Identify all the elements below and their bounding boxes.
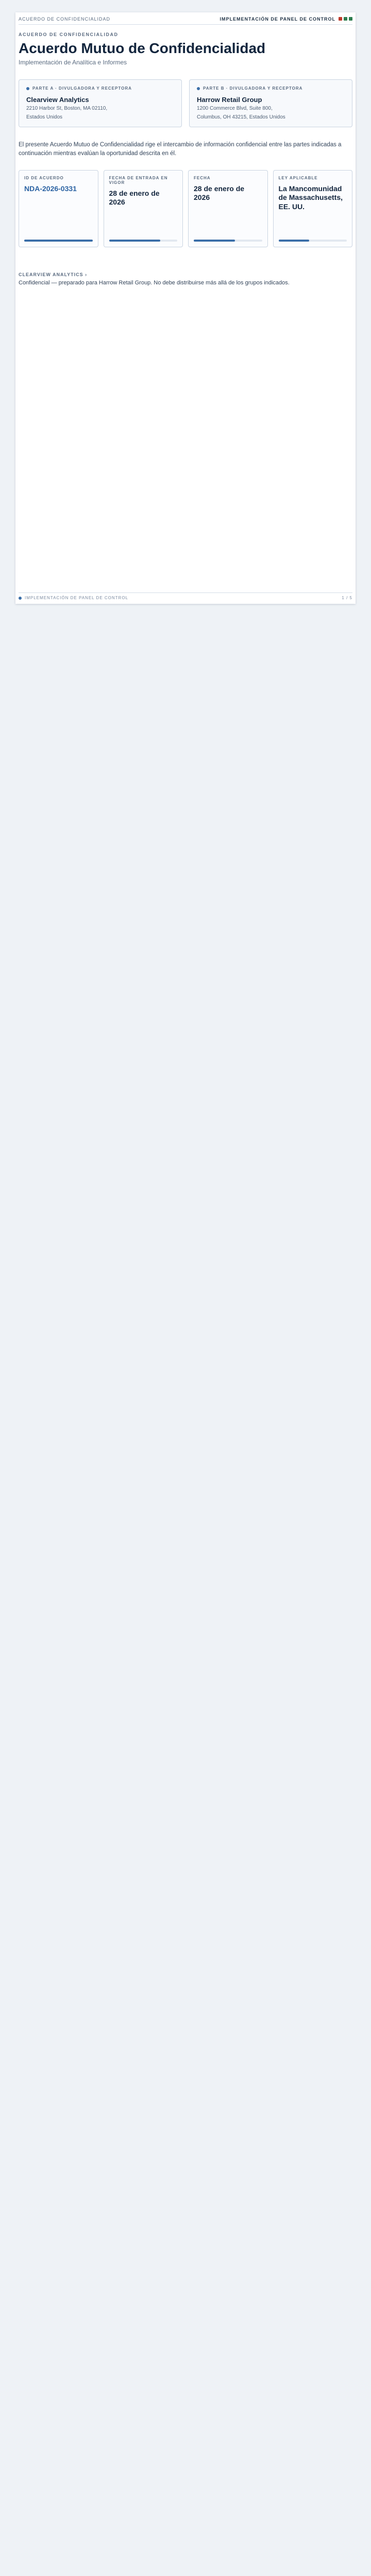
- party-tag: PARTE A · DIVULGADORA Y RECEPTORA: [26, 86, 174, 91]
- dot-green: [349, 17, 352, 21]
- bullet-icon: [26, 87, 29, 90]
- window-dots-icon: [339, 17, 352, 21]
- dot-green: [344, 17, 347, 21]
- tile-progress-fill: [194, 240, 235, 242]
- page-footer: [19, 592, 352, 603]
- page-body: [19, 32, 352, 287]
- party-card-b: [189, 79, 352, 127]
- confidential-note: Confidencial — preparado para Harrow Retail Group. No debe distribuirse más allá de los grupos indicados.: [19, 279, 290, 286]
- tile-agreement-id: ID DE ACUERDO NDA-2026-0331: [19, 170, 98, 247]
- party-address-line: 2210 Harbor St, Boston, MA 02110,: [26, 106, 108, 112]
- party-address-line: Columbus, OH 43215, Estados Unidos: [197, 114, 285, 120]
- bullet-icon: [197, 87, 200, 90]
- doc-kicker: ACUERDO DE CONFIDENCIALIDAD: [19, 32, 119, 37]
- page-number: 1 / 5: [342, 596, 352, 600]
- party-address-line: Estados Unidos: [26, 114, 63, 120]
- party-address-line: 1200 Commerce Blvd, Suite 800,: [197, 106, 273, 112]
- tile-progress-fill: [109, 240, 160, 242]
- party-name: Clearview Analytics: [26, 96, 89, 104]
- page-header: [19, 13, 352, 25]
- party-tag: PARTE B · DIVULGADORA Y RECEPTORA: [197, 86, 345, 91]
- tile-progress-fill: [24, 240, 93, 242]
- header-right-label: IMPLEMENTACIÓN DE PANEL DE CONTROL: [220, 16, 335, 22]
- party-card-a: [19, 79, 182, 127]
- signature-label: CLEARVIEW ANALYTICS ›: [19, 272, 88, 277]
- tile-progress-fill: [279, 240, 310, 242]
- parties: [19, 79, 352, 127]
- doc-title: Acuerdo Mutuo de Confidencialidad: [19, 40, 266, 56]
- tile-date: FECHA 28 de enero de 2026: [188, 170, 268, 247]
- header-right: [220, 16, 352, 22]
- doc-subtitle: Implementación de Analítica e Informes: [19, 59, 127, 66]
- bullet-icon: [19, 597, 22, 600]
- intro-paragraph: El presente Acuerdo Mutuo de Confidencialidad rige el intercambio de información confidencial entre las partes indicadas a continuación mientras evalúan la oportunidad descrita en él.: [19, 142, 342, 157]
- header-left-label: ACUERDO DE CONFIDENCIALIDAD: [19, 16, 111, 22]
- footer-left-label: IMPLEMENTACIÓN DE PANEL DE CONTROL: [25, 596, 128, 600]
- key-terms-tiles: [19, 170, 352, 247]
- document-page: [0, 0, 371, 616]
- party-name: Harrow Retail Group: [197, 96, 262, 104]
- tile-governing-law: LEY APLICABLE La Mancomunidad de Massachusetts, EE. UU.: [273, 170, 353, 247]
- dot-red: [339, 17, 342, 21]
- tile-effective-date: FECHA DE ENTRADA EN VIGOR 28 de enero de 2026: [104, 170, 183, 247]
